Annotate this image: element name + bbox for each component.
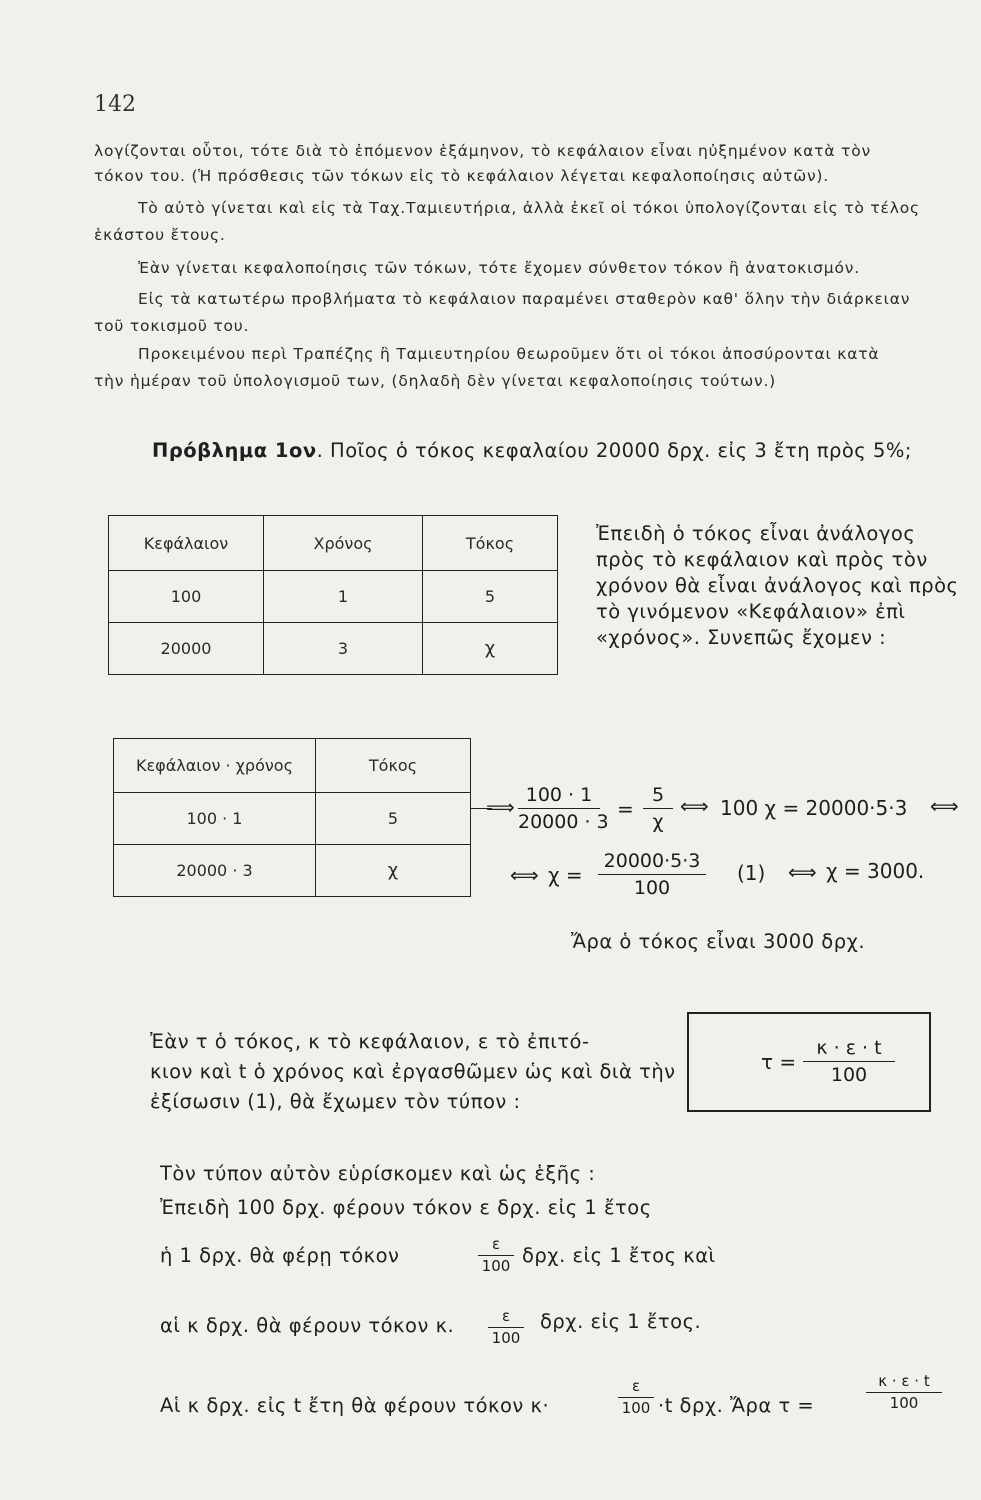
para3: Ἐὰν γίνεται κεφαλοποίησις τῶν τόκων, τότε ἔχομεν σύνθετον τόκον ἢ ἀνατοκισμόν. <box>138 259 860 277</box>
para2-line2: ἑκάστου ἔτους. <box>94 226 226 244</box>
fraction-bar <box>803 1061 895 1062</box>
table-product <box>113 738 471 897</box>
formula-text-line1: Ἐὰν τ ὁ τόκος, κ τὸ κεφάλαιον, ε τὸ ἐπιτό- <box>150 1030 590 1053</box>
table-proportion <box>108 515 558 675</box>
fraction-bar <box>618 1397 654 1398</box>
explain-line2: πρὸς τὸ κεφάλαιον καὶ πρὸς τὸν <box>596 548 928 571</box>
para1-line2: τόκον του. (Ἡ πρόσθεσις τῶν τόκων εἰς τὸ κεφάλαιον λέγεται κεφαλοποίησις αὐτῶν). <box>94 167 830 185</box>
formula-lhs: τ = <box>761 1050 797 1074</box>
fraction-numerator: ε <box>501 1307 511 1325</box>
fraction-ratio-right <box>643 783 673 834</box>
fraction-bar <box>598 874 706 875</box>
equation-step: 100 χ = 20000·5·3 <box>720 796 908 820</box>
derive-line1: Ἐπειδὴ 100 δρχ. φέρουν τόκον ε δρχ. εἰς 1 ἔτος <box>160 1196 652 1219</box>
fraction-denominator: 100 <box>830 1064 868 1086</box>
fraction-denominator: 20000 · 3 <box>518 811 609 833</box>
derive-line3-a: αἱ κ δρχ. θὰ φέρουν τόκον κ. <box>160 1314 455 1337</box>
table2-header-interest: Τόκος <box>316 739 471 793</box>
iff-arrow-icon: ⟺ <box>930 794 959 818</box>
equation-label: (1) <box>737 861 766 885</box>
derive-line2-b: δρχ. εἰς 1 ἔτος καὶ <box>522 1244 716 1267</box>
fraction-denominator: 100 <box>481 1257 511 1275</box>
para2-line1: Τὸ αὐτὸ γίνεται καὶ εἰς τὰ Ταχ.Ταμιευτήρια, ἀλλὰ ἐκεῖ οἱ τόκοι ὑπολογίζονται εἰς τὸ τέλος <box>138 199 920 217</box>
derive-line4-fraction <box>618 1377 654 1418</box>
problem-heading: Πρόβλημα 1ον. Ποῖος ὁ τόκος κεφαλαίου 20000 δρχ. εἰς 3 ἔτη πρὸς 5%; <box>152 439 912 462</box>
problem-text: Ποῖος ὁ τόκος κεφαλαίου 20000 δρχ. εἰς 3 ἔτη πρὸς 5%; <box>330 439 912 462</box>
explain-line3: χρόνον θὰ εἶναι ἀνάλογος καὶ πρὸς <box>596 574 959 597</box>
formula-text-line2: κιον καὶ t ὁ χρόνος καὶ ἐργασθῶμεν ὡς καὶ διὰ τὴν <box>150 1060 676 1083</box>
derive-line2-fraction <box>478 1235 514 1276</box>
table1-cell: 20000 <box>109 623 264 675</box>
derive-line4-b: ·t δρχ. Ἄρα τ = <box>658 1394 815 1417</box>
fraction-bar <box>478 1255 514 1256</box>
fraction-numerator: κ · ε · t <box>816 1037 882 1059</box>
iff-arrow-icon: ⟺ <box>788 860 817 884</box>
iff-arrow-icon: ⟺ <box>680 794 709 818</box>
table1-cell: 5 <box>423 571 558 623</box>
fraction-solution <box>598 849 706 900</box>
table1-header-time: Χρόνος <box>264 516 423 571</box>
table1-header-interest: Τόκος <box>423 516 558 571</box>
formula-fraction <box>803 1036 895 1087</box>
table1-cell: 100 <box>109 571 264 623</box>
derive-line4-a: Αἱ κ δρχ. εἰς t ἔτη θὰ φέρουν τόκον κ· <box>160 1394 550 1417</box>
formula-box <box>687 1012 931 1112</box>
table2-header-product: Κεφάλαιον · χρόνος <box>114 739 316 793</box>
table2-cell: χ <box>316 845 471 897</box>
fraction-bar <box>518 808 600 809</box>
derive-line2-a: ἡ 1 δρχ. θὰ φέρῃ τόκον <box>160 1244 400 1267</box>
para4-line2: τοῦ τοκισμοῦ του. <box>94 317 250 335</box>
table1-cell: χ <box>423 623 558 675</box>
derive-line3-fraction <box>488 1307 524 1348</box>
fraction-denominator: χ <box>652 811 664 833</box>
para5-line2: τὴν ἡμέραν τοῦ ὑπολογισμοῦ των, (δηλαδὴ δὲν γίνεται κεφαλοποίησις τούτων.) <box>94 372 777 390</box>
page-number: 142 <box>94 92 136 117</box>
formula-text-line3: ἐξίσωσιν (1), θὰ ἔχωμεν τὸν τύπον : <box>150 1090 521 1113</box>
fraction-ratio-left <box>518 783 609 834</box>
explain-line4: τὸ γινόμενον «Κεφάλαιον» ἐπὶ <box>596 600 906 623</box>
table2-cell: 20000 · 3 <box>114 845 316 897</box>
fraction-numerator: κ · ε · t <box>878 1372 930 1390</box>
fraction-numerator: 20000·5·3 <box>603 850 701 872</box>
derive-line3-b: δρχ. εἰς 1 ἔτος. <box>540 1310 702 1333</box>
fraction-bar <box>866 1392 942 1393</box>
fraction-denominator: 100 <box>621 1399 651 1417</box>
fraction-numerator: 100 · 1 <box>525 784 593 806</box>
derive-line4-formula-fraction <box>866 1372 942 1413</box>
explain-line5: «χρόνος». Συνεπῶς ἔχομεν : <box>596 626 887 649</box>
para5-line1: Προκειμένου περὶ Τραπέζης ἢ Ταμιευτηρίου θεωροῦμεν ὅτι οἱ τόκοι ἀποσύρονται κατὰ <box>138 345 880 363</box>
explain-line1: Ἐπειδὴ ὁ τόκος εἶναι ἀνάλογος <box>596 522 916 545</box>
fraction-denominator: 100 <box>491 1329 521 1347</box>
table1-header-capital: Κεφάλαιον <box>109 516 264 571</box>
equals-sign: = <box>617 797 634 821</box>
fraction-numerator: ε <box>631 1377 641 1395</box>
fraction-denominator: 100 <box>889 1394 919 1412</box>
para4-line1: Εἰς τὰ κατωτέρω προβλήματα τὸ κεφάλαιον παραμένει σταθερὸν καθ' ὅλην τὴν διάρκειαν <box>138 290 911 308</box>
equation-result: χ = 3000. <box>826 859 925 883</box>
fraction-bar <box>643 808 673 809</box>
iff-arrow-icon: ⟺ <box>510 863 539 887</box>
table2-cell: 5 <box>316 793 471 845</box>
answer-line: Ἄρα ὁ τόκος εἶναι 3000 δρχ. <box>571 930 866 953</box>
implies-arrow-icon: ⟹ <box>486 795 515 819</box>
derive-intro: Τὸν τύπον αὐτὸν εὑρίσκομεν καὶ ὡς ἑξῆς : <box>160 1162 596 1185</box>
table2-cell: 100 · 1 <box>114 793 316 845</box>
table1-cell: 3 <box>264 623 423 675</box>
fraction-bar <box>488 1327 524 1328</box>
para1-line1: λογίζονται οὗτοι, τότε διὰ τὸ ἑπόμενον ἑξάμηνον, τὸ κεφάλαιον εἶναι ηὐξημένον κατὰ τὸν <box>94 142 871 160</box>
problem-label: Πρόβλημα 1ον <box>152 439 317 462</box>
fraction-denominator: 100 <box>633 877 671 899</box>
table1-cell: 1 <box>264 571 423 623</box>
equation-lhs: χ = <box>548 863 583 887</box>
fraction-numerator: 5 <box>651 784 665 806</box>
fraction-numerator: ε <box>491 1235 501 1253</box>
